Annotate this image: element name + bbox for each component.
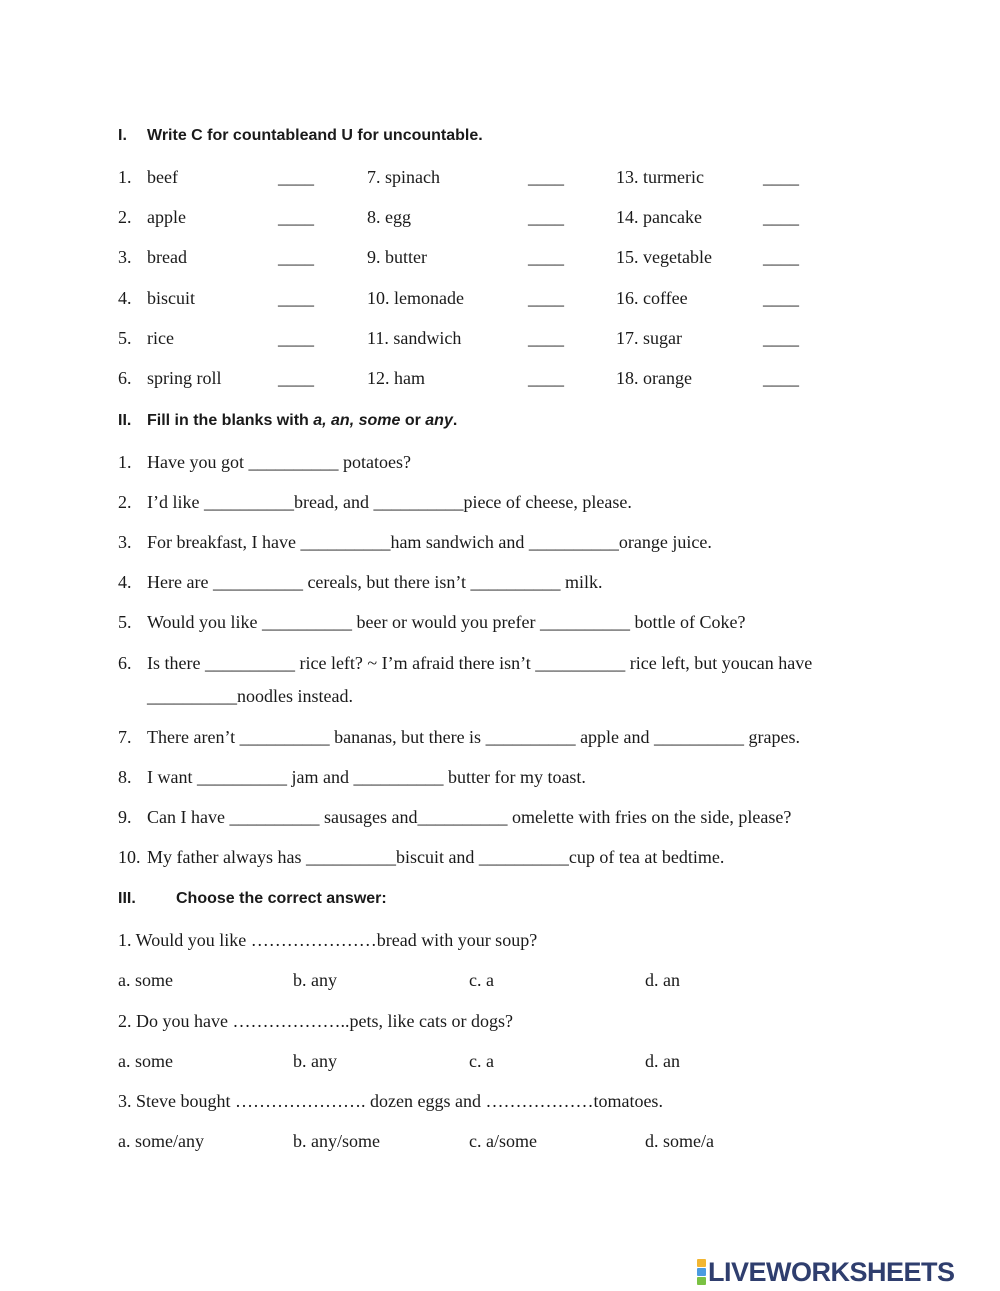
- sentence-line: [118, 491, 632, 513]
- question-text: 2. Do you have ………………..pets, like cats or dogs?: [118, 1011, 513, 1031]
- sentence-line: [118, 726, 800, 748]
- item-word: rice: [147, 328, 174, 348]
- sentence-number: 2.: [118, 492, 132, 512]
- answer-option: d. an: [645, 1051, 680, 1071]
- sentence-number: 5.: [118, 612, 132, 632]
- sentence-line: [118, 571, 603, 593]
- sentence-number: 6.: [118, 653, 132, 673]
- item-word: 11. sandwich: [367, 328, 462, 348]
- answer-blank: ____: [278, 328, 314, 348]
- sentence-line: [118, 806, 791, 828]
- answer-option: c. a/some: [469, 1131, 537, 1151]
- sentence-text: Would you like __________ beer or would you prefer __________ bottle of Coke?: [147, 612, 746, 632]
- sentence-text: __________noodles instead.: [147, 686, 353, 706]
- answer-blank: ____: [528, 328, 564, 348]
- answer-blank: ____: [763, 207, 799, 227]
- logo-mark-icon: [697, 1259, 706, 1285]
- answer-blank: ____: [278, 288, 314, 308]
- item-number: 4.: [118, 288, 132, 308]
- section-1-heading: [118, 126, 483, 146]
- item-word: 9. butter: [367, 247, 427, 267]
- item-word: 17. sugar: [616, 328, 682, 348]
- item-word: 18. orange: [616, 368, 692, 388]
- answer-blank: ____: [278, 207, 314, 227]
- answer-option: d. an: [645, 970, 680, 990]
- sentence-line: [118, 846, 724, 868]
- sentence-line: [118, 652, 812, 674]
- sentence-text: There aren’t __________ bananas, but there is __________ apple and __________ grapes.: [147, 727, 801, 747]
- sentence-line: [118, 685, 353, 707]
- item-word: 8. egg: [367, 207, 411, 227]
- question-text: 1. Would you like …………………bread with your soup?: [118, 930, 538, 950]
- answer-option: a. some: [118, 1051, 173, 1071]
- item-word: spring roll: [147, 368, 222, 388]
- section-3-heading: [118, 889, 387, 909]
- item-word: beef: [147, 167, 178, 187]
- section-3-title: Choose the correct answer:: [176, 890, 387, 907]
- sentence-text: Can I have __________ sausages and__________ omelette with fries on the side, please?: [147, 807, 792, 827]
- section-2-heading: [118, 411, 457, 431]
- answer-blank: ____: [278, 368, 314, 388]
- answer-blank: ____: [763, 247, 799, 267]
- logo-text: LIVEWORKSHEETS: [708, 1257, 955, 1287]
- sentence-number: 10.: [118, 847, 141, 867]
- item-number: 2.: [118, 207, 132, 227]
- answer-option: b. any/some: [293, 1131, 380, 1151]
- answer-blank: ____: [763, 288, 799, 308]
- answer-option: b. any: [293, 1051, 337, 1071]
- item-number: 3.: [118, 247, 132, 267]
- section-2-title-words: a, an, some: [313, 412, 401, 429]
- item-word: biscuit: [147, 288, 195, 308]
- item-word: 16. coffee: [616, 288, 688, 308]
- sentence-text: Is there __________ rice left? ~ I’m afraid there isn’t __________ rice left, but youcan have: [147, 653, 813, 673]
- sentence-text: Here are __________ cereals, but there isn’t __________ milk.: [147, 572, 603, 592]
- sentence-number: 4.: [118, 572, 132, 592]
- sentence-line: [118, 531, 712, 553]
- question-text: 3. Steve bought …………………. dozen eggs and ………………tomatoes.: [118, 1091, 663, 1111]
- item-word: bread: [147, 247, 187, 267]
- answer-blank: ____: [528, 247, 564, 267]
- sentence-text: My father always has __________biscuit and __________cup of tea at bedtime.: [147, 847, 725, 867]
- answer-blank: ____: [528, 288, 564, 308]
- section-2-title-prefix: Fill in the blanks with: [147, 412, 314, 429]
- item-word: 10. lemonade: [367, 288, 464, 308]
- sentence-line: [118, 766, 586, 788]
- answer-option: b. any: [293, 970, 337, 990]
- item-word: 12. ham: [367, 368, 425, 388]
- answer-option: d. some/a: [645, 1131, 714, 1151]
- sentence-text: I’d like __________bread, and __________piece of cheese, please.: [147, 492, 632, 512]
- sentence-line: [118, 611, 745, 633]
- answer-option: c. a: [469, 970, 494, 990]
- liveworksheets-logo: [697, 1257, 955, 1287]
- sentence-text: I want __________ jam and __________ butter for my toast.: [147, 767, 586, 787]
- answer-option: c. a: [469, 1051, 494, 1071]
- item-word: 15. vegetable: [616, 247, 712, 267]
- answer-blank: ____: [528, 368, 564, 388]
- item-word: 14. pancake: [616, 207, 702, 227]
- answer-blank: ____: [763, 167, 799, 187]
- section-3-number: III.: [118, 890, 136, 907]
- item-word: 13. turmeric: [616, 167, 704, 187]
- sentence-text: Have you got __________ potatoes?: [147, 452, 411, 472]
- section-2-title-or: or: [400, 412, 426, 429]
- answer-blank: ____: [528, 167, 564, 187]
- section-2-title-end: .: [452, 412, 458, 429]
- answer-blank: ____: [763, 328, 799, 348]
- answer-option: a. some: [118, 970, 173, 990]
- sentence-line: [118, 451, 411, 473]
- section-2-title-any: any: [425, 412, 453, 429]
- sentence-text: For breakfast, I have __________ham sandwich and __________orange juice.: [147, 532, 712, 552]
- sentence-number: 9.: [118, 807, 132, 827]
- answer-blank: ____: [278, 247, 314, 267]
- sentence-number: 8.: [118, 767, 132, 787]
- answer-blank: ____: [528, 207, 564, 227]
- item-word: apple: [147, 207, 186, 227]
- sentence-number: 1.: [118, 452, 132, 472]
- sentence-number: 7.: [118, 727, 132, 747]
- section-1-title: Write C for countableand U for uncountable.: [147, 127, 483, 144]
- answer-blank: ____: [763, 368, 799, 388]
- item-number: 1.: [118, 167, 132, 187]
- item-word: 7. spinach: [367, 167, 440, 187]
- section-1-number: I.: [118, 127, 127, 144]
- item-number: 5.: [118, 328, 132, 348]
- section-2-number: II.: [118, 412, 132, 429]
- sentence-number: 3.: [118, 532, 132, 552]
- answer-blank: ____: [278, 167, 314, 187]
- item-number: 6.: [118, 368, 132, 388]
- answer-option: a. some/any: [118, 1131, 204, 1151]
